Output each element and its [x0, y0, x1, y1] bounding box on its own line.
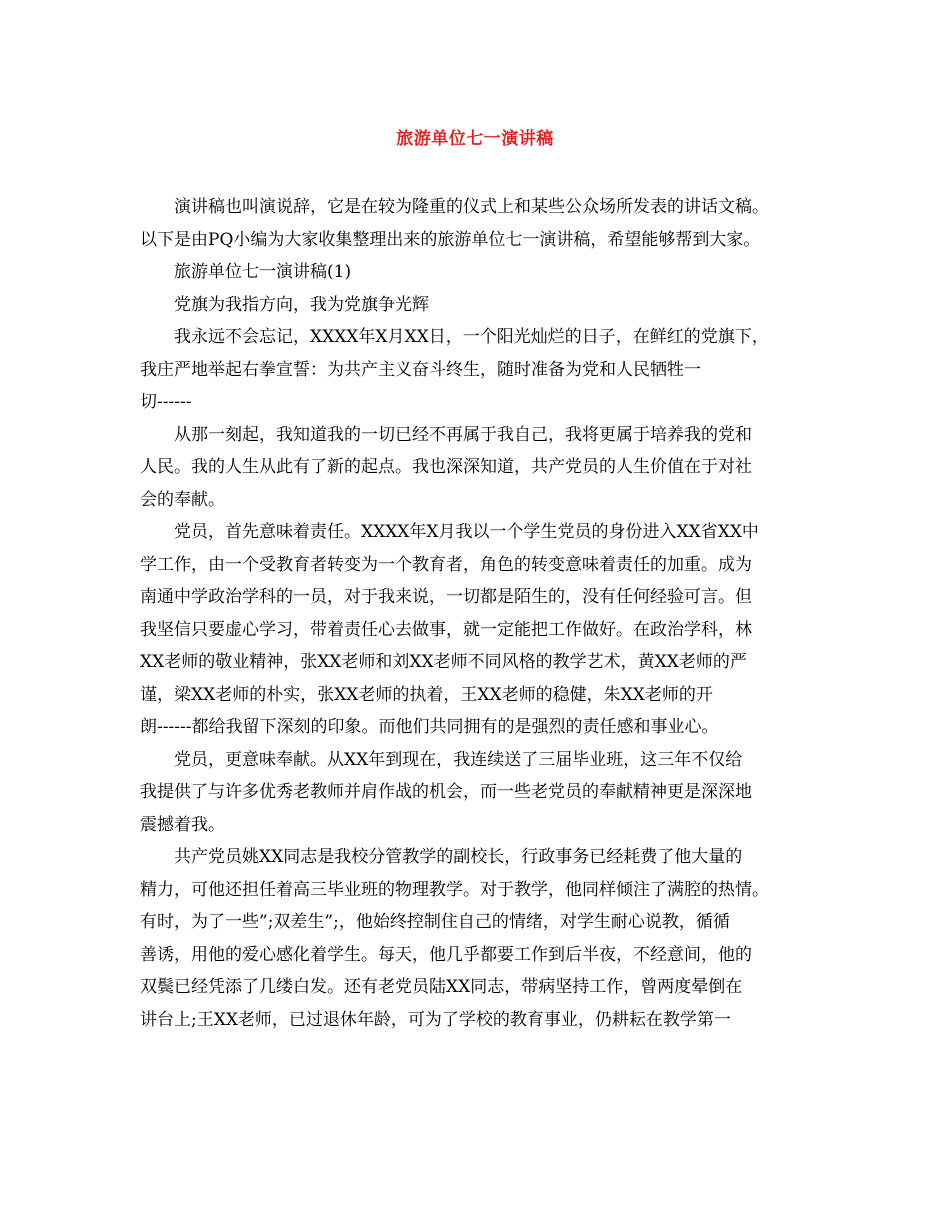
paragraph-moment: [140, 419, 812, 517]
text-line: XX老师的敬业精神，张XX老师和刘XX老师不同风格的教学艺术，黄XX老师的严: [140, 652, 747, 672]
text-line: 我提供了与许多优秀老教师并肩作战的机会，而一些老党员的奉献精神更是深深地: [140, 782, 752, 802]
paragraph-slogan: [140, 289, 812, 322]
text-line: 有时，为了一些”;双差生”;，他始终控制住自己的情绪，对学生耐心说教，循循: [140, 912, 730, 932]
text-line: 党员，更意味奉献。从XX年到现在，我连续送了三届毕业班，这三年不仅给: [174, 749, 743, 770]
paragraph-oath: [140, 321, 812, 419]
text-line: 精力，可他还担任着高三毕业班的物理教学。对于教学，他同样倾注了满腔的热情。: [140, 879, 769, 900]
text-line: 以下是由PQ小编为大家收集整理出来的旅游单位七一演讲稿，希望能够帮到大家。: [140, 229, 761, 250]
text-line: 演讲稿也叫演说辞，它是在较为隆重的仪式上和某些公众场所发表的讲话文稿。: [174, 197, 769, 217]
text-line: 旅游单位七一演讲稿(1): [174, 262, 352, 282]
paragraph-examples: [140, 841, 812, 1036]
text-line: 会的奉献。: [140, 489, 225, 510]
text-line: 切------: [140, 392, 192, 412]
text-line: 讲台上;王XX老师，已过退休年龄，可为了学校的教育事业，仍耕耘在教学第一: [140, 1009, 731, 1030]
document-body: [140, 191, 812, 1036]
text-line: 我坚信只要虚心学习，带着责任心去做事，就一定能把工作做好。在政治学科，林: [140, 619, 752, 640]
text-line: 从那一刻起，我知道我的一切已经不再属于我自己，我将更属于培养我的党和: [174, 424, 752, 445]
document-title: 旅游单位七一演讲稿: [396, 129, 554, 149]
paragraph-subtitle: [140, 256, 812, 289]
text-line: 人民。我的人生从此有了新的起点。我也深深知道，共产党员的人生价值在于对社: [140, 457, 752, 477]
text-line: 党旗为我指方向，我为党旗争光辉: [174, 294, 429, 315]
text-line: 我庄严地举起右拳宣誓：为共产主义奋斗终生，随时准备为党和人民牺牲一: [140, 359, 701, 380]
text-line: 共产党员姚XX同志是我校分管教学的副校长，行政事务已经耗费了他大量的: [174, 847, 743, 867]
text-line: 南通中学政治学科的一员，对于我来说，一切都是陌生的，没有任何经验可言。但: [140, 587, 752, 607]
paragraph-responsibility: [140, 516, 812, 744]
text-line: 善诱，用他的爱心感化着学生。每天，他几乎都要工作到后半夜，不经意间，他的: [140, 944, 752, 965]
text-line: 我永远不会忘记，XXXX年X月XX日，一个阳光灿烂的日子，在鲜红的党旗下，: [174, 327, 769, 347]
text-line: 学工作，由一个受教育者转变为一个教育者，角色的转变意味着责任的加重。成为: [140, 554, 752, 575]
paragraph-intro: [140, 191, 812, 256]
text-line: 双鬓已经凭添了几缕白发。还有老党员陆XX同志，带病坚持工作，曾两度晕倒在: [140, 977, 743, 997]
paragraph-dedication: [140, 744, 812, 842]
text-line: 谨，梁XX老师的朴实，张XX老师的执着，王XX老师的稳健，朱XX老师的开: [140, 684, 713, 705]
text-line: 党员，首先意味着责任。XXXX年X月我以一个学生党员的身份进入XX省XX中: [174, 522, 759, 542]
text-line: 震撼着我。: [140, 814, 225, 835]
text-line: 朗------都给我留下深刻的印象。而他们共同拥有的是强烈的责任感和事业心。: [140, 717, 719, 737]
